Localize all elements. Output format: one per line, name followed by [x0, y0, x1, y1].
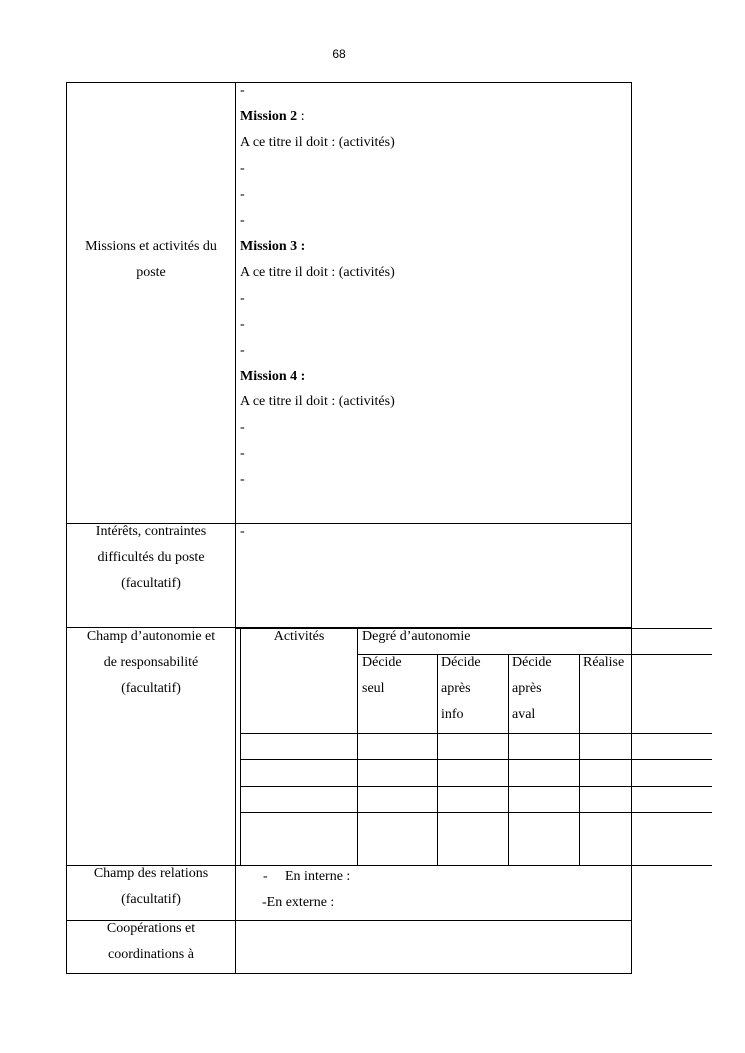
mission2-activities-line: A ce titre il doit : (activités) — [240, 135, 395, 150]
col-degre-autonomie-header: Degré d’autonomie — [362, 629, 471, 644]
sub-decide-apres-info-line1: Décide — [441, 655, 481, 670]
sub-decide-apres-aval-line2: après — [512, 681, 542, 696]
cooperations-label-line1: Coopérations et — [106, 921, 196, 936]
sub-decide-seul-line1: Décide — [362, 655, 402, 670]
mission3-dash-2: - — [240, 317, 245, 332]
col-activites-header: Activités — [273, 629, 325, 644]
missions-label-line1: Missions et activités du — [85, 239, 217, 254]
sub-realise: Réalise — [583, 655, 625, 670]
page-number: 68 — [332, 47, 346, 61]
interets-label-line2: difficultés du poste — [97, 550, 205, 565]
interets-dash: - — [240, 524, 245, 539]
sub-decide-apres-info-line3: info — [441, 707, 464, 722]
interets-label-line3: (facultatif) — [121, 576, 181, 591]
mission2-title: Mission 2 — [240, 109, 298, 124]
mission1-last-dash: - — [240, 83, 245, 98]
relations-interne-bullet: - — [263, 869, 268, 884]
mission4-dash-1: - — [240, 420, 245, 435]
sub-decide-apres-info-line2: après — [441, 681, 471, 696]
mission2-colon: : — [297, 109, 305, 124]
mission2-heading — [240, 104, 305, 130]
mission4-activities-line: A ce titre il doit : (activités) — [240, 394, 395, 409]
mission4-dash-3: - — [240, 472, 245, 487]
sub-decide-seul-line2: seul — [362, 681, 385, 696]
autonomie-label-line2: de responsabilité — [103, 655, 199, 670]
autonomie-label-line3: (facultatif) — [121, 681, 181, 696]
cooperations-label-line2: coordinations à — [108, 947, 194, 962]
mission4-title: Mission 4 : — [240, 369, 306, 384]
relations-label-line2: (facultatif) — [121, 892, 181, 907]
mission2-dash-1: - — [240, 161, 245, 176]
sub-decide-apres-aval-line1: Décide — [512, 655, 552, 670]
sub-decide-apres-aval-line3: aval — [512, 707, 536, 722]
autonomie-label-line1: Champ d’autonomie et — [86, 629, 216, 644]
mission3-activities-line: A ce titre il doit : (activités) — [240, 265, 395, 280]
relations-externe: -En externe : — [262, 895, 335, 910]
mission2-dash-3: - — [240, 213, 245, 228]
mission3-dash-3: - — [240, 343, 245, 358]
mission4-dash-2: - — [240, 446, 245, 461]
mission3-dash-1: - — [240, 291, 245, 306]
interets-label-line1: Intérêts, contraintes — [95, 524, 207, 539]
relations-label-line1: Champ des relations — [93, 866, 209, 881]
missions-label-line2: poste — [136, 265, 166, 280]
mission2-dash-2: - — [240, 187, 245, 202]
mission3-title: Mission 3 : — [240, 239, 306, 254]
relations-interne: En interne : — [285, 869, 351, 884]
